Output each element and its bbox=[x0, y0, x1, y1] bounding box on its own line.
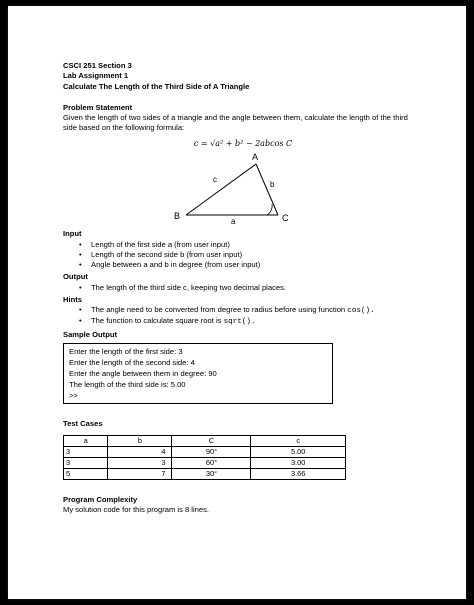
hints-list bbox=[63, 305, 423, 328]
side-c-line bbox=[186, 164, 256, 215]
column-header: a bbox=[64, 436, 108, 447]
formula-text: c = √a² + b² − 2abcos C bbox=[193, 138, 293, 148]
assignment-title: Lab Assignment 1 bbox=[63, 71, 129, 81]
side-c-label: c bbox=[213, 175, 217, 185]
table-cell: 90° bbox=[172, 447, 251, 458]
sample-output-line: Enter the angle between them in degree: 90 bbox=[69, 368, 217, 378]
triangle-diagram bbox=[168, 149, 318, 227]
table-cell: 5 bbox=[64, 469, 108, 480]
hint-item bbox=[91, 305, 423, 316]
problem-text: Given the length of two sides of a triangle and the angle between them, calculate the length of the third side based on the following formula: bbox=[63, 113, 408, 133]
side-b-line bbox=[256, 164, 278, 215]
hint-text: The function to calculate square root is bbox=[91, 316, 222, 326]
table-row bbox=[64, 458, 346, 469]
output-heading: Output bbox=[63, 272, 88, 282]
complexity-heading: Program Complexity bbox=[63, 495, 138, 505]
table-cell: 7 bbox=[108, 469, 172, 480]
document-page bbox=[8, 6, 466, 599]
table-cell: 60° bbox=[172, 458, 251, 469]
hint-code: cos(). bbox=[347, 307, 375, 316]
table-cell: 5.00 bbox=[251, 447, 346, 458]
input-list bbox=[63, 240, 423, 271]
sample-output-line: Enter the length of the second side: 4 bbox=[69, 357, 195, 367]
table-header-row bbox=[64, 436, 346, 447]
table-cell: 3.66 bbox=[251, 469, 346, 480]
column-header: C bbox=[172, 436, 251, 447]
document-content bbox=[63, 61, 423, 516]
angle-c-arc bbox=[267, 204, 272, 215]
input-item: • Length of the first side a (from user input) bbox=[91, 240, 423, 250]
hints-heading: Hints bbox=[63, 294, 82, 304]
table-cell: 3 bbox=[64, 447, 108, 458]
sample-output-line: The length of the third side is: 5.00 bbox=[69, 379, 186, 389]
input-item: • Angle between a and b in degree (from user input) bbox=[91, 260, 423, 270]
complexity-text: My solution code for this program is 8 lines. bbox=[63, 505, 210, 515]
table-cell: 3 bbox=[64, 458, 108, 469]
sample-output-line: Enter the length of the first side: 3 bbox=[69, 346, 183, 356]
output-item: • The length of the third side c, keeping two decimal places. bbox=[91, 283, 423, 293]
hint-item bbox=[91, 316, 423, 327]
sample-output-box bbox=[63, 343, 333, 404]
table-cell: 3 bbox=[108, 458, 172, 469]
output-list bbox=[63, 283, 423, 293]
table-cell: 30° bbox=[172, 469, 251, 480]
side-a-label: a bbox=[231, 217, 236, 227]
table-cell: 4 bbox=[108, 447, 172, 458]
table-row bbox=[64, 447, 346, 458]
vertex-a-label: A bbox=[252, 152, 259, 163]
test-cases-table bbox=[63, 435, 346, 480]
course-title: CSCI 251 Section 3 bbox=[63, 61, 132, 70]
sample-output-line: >> bbox=[69, 390, 78, 400]
side-b-label: b bbox=[270, 180, 275, 190]
column-header: c bbox=[251, 436, 346, 447]
column-header: b bbox=[108, 436, 172, 447]
table-cell: 3.00 bbox=[251, 458, 346, 469]
sample-output-heading: Sample Output bbox=[63, 329, 118, 339]
document-header bbox=[63, 61, 423, 92]
hint-text: The angle need to be converted from degree to radius before using function bbox=[91, 305, 346, 315]
formula bbox=[63, 139, 423, 150]
vertex-c-label: C bbox=[282, 213, 289, 224]
hint-code: sqrt(). bbox=[223, 318, 256, 327]
input-item: • Length of the second side b (from user input) bbox=[91, 250, 423, 260]
assignment-subtitle: Calculate The Length of the Third Side of A Triangle bbox=[63, 81, 250, 91]
vertex-b-label: B bbox=[174, 211, 181, 222]
problem-heading: Problem Statement bbox=[63, 102, 133, 112]
table-row bbox=[64, 469, 346, 480]
input-heading: Input bbox=[63, 229, 82, 239]
test-cases-heading: Test Cases bbox=[63, 418, 103, 428]
